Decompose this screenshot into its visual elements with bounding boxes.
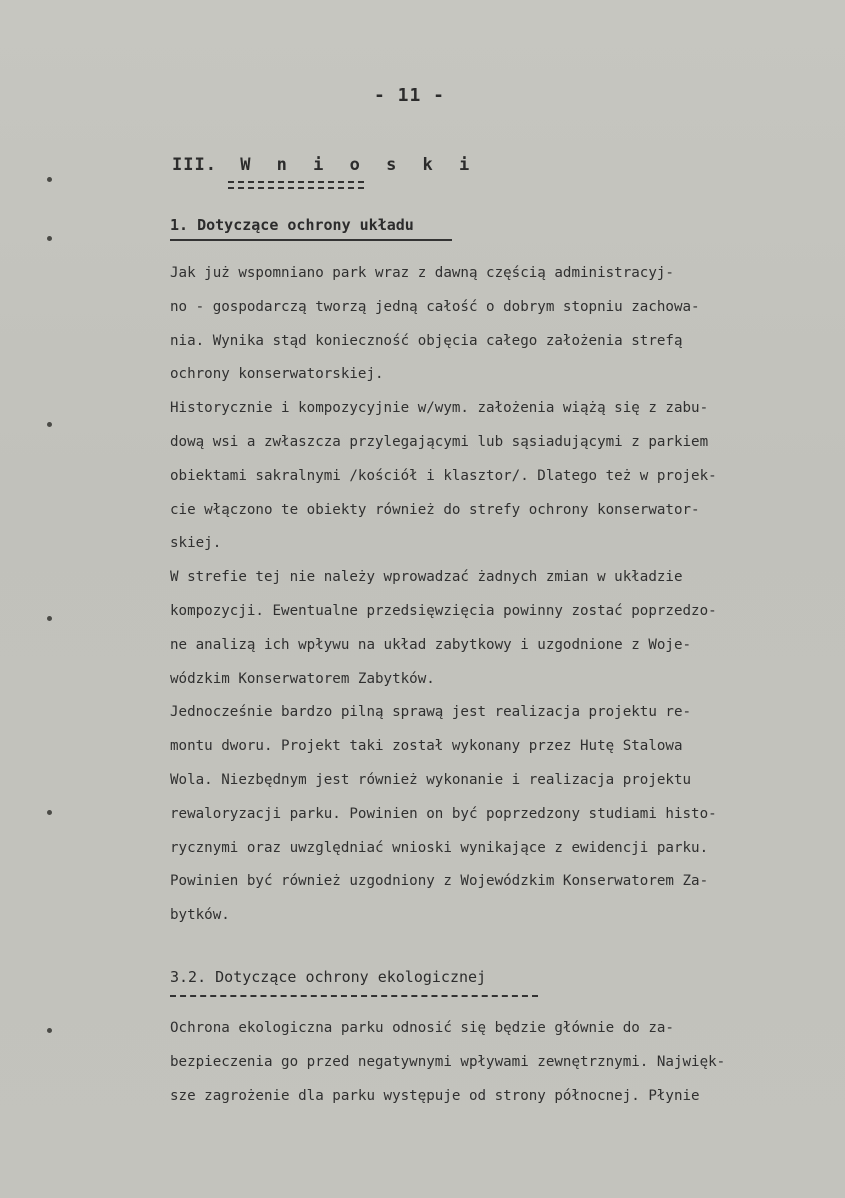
document-text-line: obiektami sakralnymi /kościół i klasztor/. Dlatego też w projek-: [170, 467, 717, 484]
document-text-line: montu dworu. Projekt taki został wykonany przez Hutę Stalowa: [170, 738, 683, 755]
document-text-line: sze zagrożenie dla parku występuje od strony północnej. Płynie: [170, 1088, 700, 1104]
document-text-line: kompozycji. Ewentualne przedsięwzięcia powinny zostać poprzedzo-: [170, 603, 717, 619]
document-text-line: Jednocześnie bardzo pilną sprawą jest realizacja projektu re-: [170, 704, 692, 721]
document-text-line: ne analizą ich wpływu na układ zabytkowy i uzgodnione z Woje-: [170, 636, 692, 653]
page-number: - 11 -: [374, 85, 446, 106]
punch-hole-mark: [47, 236, 52, 241]
section-double-rule: [228, 181, 364, 189]
section-number: III.: [172, 155, 217, 175]
document-text-line: dową wsi a zwłaszcza przylegającymi lub sąsiadującymi z parkiem: [170, 434, 709, 450]
document-text-line: Historycznie i kompozycyjnie w/wym. założenia wiążą się z zabu-: [170, 400, 709, 417]
document-text-line: Jak już wspomniano park wraz z dawną częścią administracyj-: [170, 265, 674, 281]
document-text-line: ochrony konserwatorskiej.: [170, 366, 384, 383]
document-text-line: skiej.: [170, 535, 222, 552]
subsection-heading-ecology: 3.2. Dotyczące ochrony ekologicznej: [170, 968, 487, 986]
subsection-heading-dashed-underline: [170, 995, 538, 997]
document-text-line: Powinien być również uzgodniony z Wojewódzkim Konserwatorem Za-: [170, 873, 709, 890]
subsection-heading-protection: 1. Dotyczące ochrony układu: [170, 216, 414, 234]
punch-hole-mark: [47, 177, 52, 182]
document-text-line: Wola. Niezbędnym jest również wykonanie i realizacja projektu: [170, 772, 692, 788]
punch-hole-mark: [47, 1028, 52, 1033]
document-text-line: nia. Wynika stąd konieczność objęcia całego założenia strefą: [170, 332, 683, 349]
document-text-line: rewaloryzacji parku. Powinien on być poprzedzony studiami histo-: [170, 805, 717, 822]
punch-hole-mark: [47, 616, 52, 621]
document-text-line: bezpieczenia go przed negatywnymi wpływami zewnętrznymi. Najwięk-: [170, 1054, 726, 1070]
document-text-line: W strefie tej nie należy wprowadzać żadnych zmian w układzie: [170, 569, 683, 586]
punch-hole-mark: [47, 810, 52, 815]
section-heading: W n i o s k i: [240, 155, 478, 175]
document-text-line: Ochrona ekologiczna parku odnosić się będzie głównie do za-: [170, 1020, 674, 1036]
document-text-line: wódzkim Konserwatorem Zabytków.: [170, 670, 435, 687]
document-text-line: cie włączono te obiekty również do strefy ochrony konserwator-: [170, 501, 700, 518]
section-title: [172, 155, 477, 175]
document-text-line: bytków.: [170, 907, 230, 924]
document-text-line: rycznymi oraz uwzględniać wnioski wynikające z ewidencji parku.: [170, 839, 709, 856]
subsection-heading-underline: [170, 239, 452, 241]
punch-hole-mark: [47, 422, 52, 427]
document-text-line: no - gospodarczą tworzą jedną całość o dobrym stopniu zachowa-: [170, 298, 700, 315]
